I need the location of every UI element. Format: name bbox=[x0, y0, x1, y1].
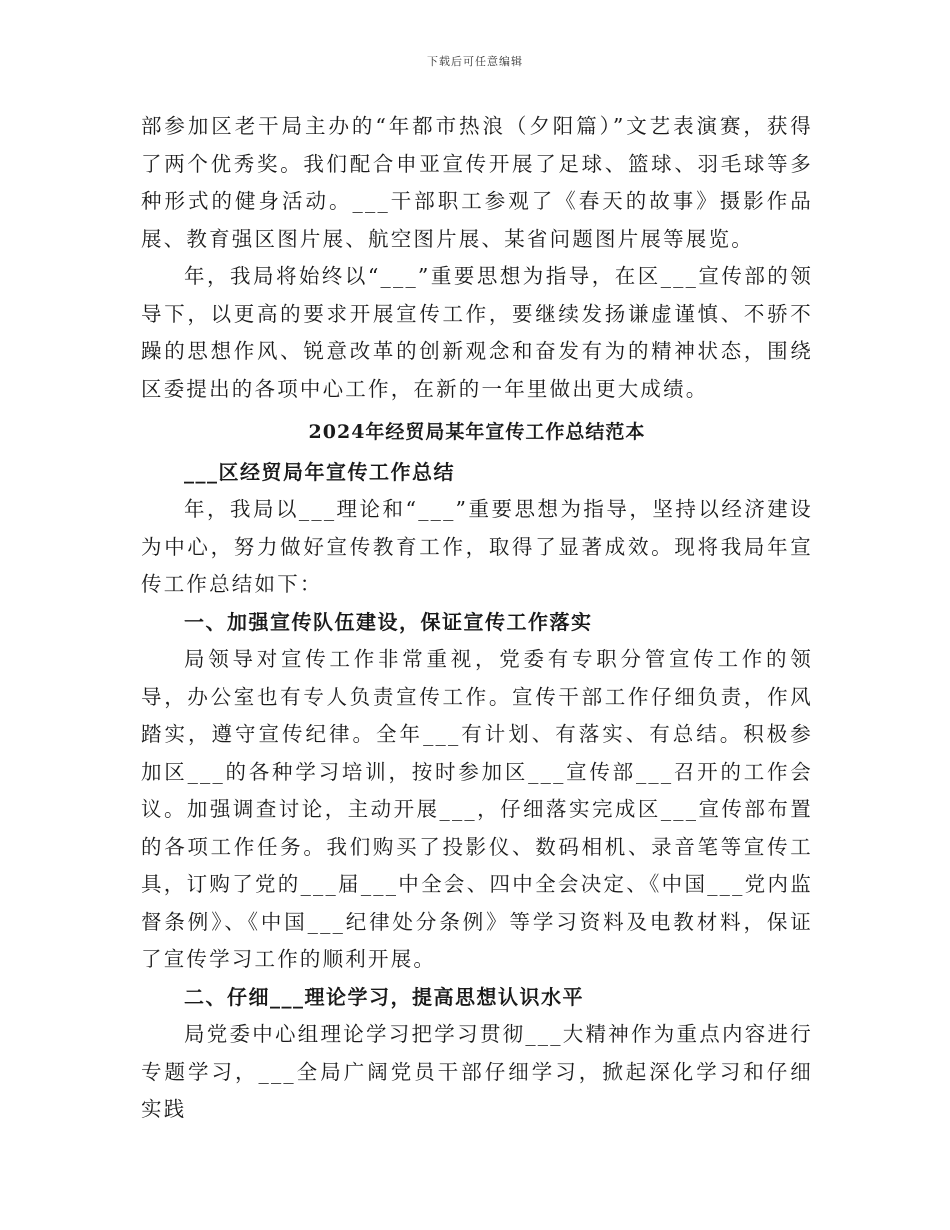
body-paragraph: 年，我局以___理论和“___”重要思想为指导，坚持以经济建设为中心，努力做好宣传教育工作，取得了显著成效。现将我局年宣传工作总结如下： bbox=[141, 497, 813, 596]
document-title: 2024年经贸局某年宣传工作总结范本 bbox=[308, 421, 646, 443]
body-paragraph: 局领导对宣传工作非常重视，党委有专职分管宣传工作的领导，办公室也有专人负责宣传工作。宣传干部工作仔细负责，作风踏实，遵守宣传纪律。全年___有计划、有落实、有总结。积极参加区___的各种学习培训，按时参加区___宣传部___召开的工作会议。加强调查讨论，主动开展___，仔细落实完成区___宣传部布置的各项工作任务。我们购买了投影仪、数码相机、录音笔等宣传工具，订购了党的___届___中全会、四中全会决定、《中国___党内监督条例》、《中国___纪律处分条例》等学习资料及电教材料，保证了宣传学习工作的顺利开展。 bbox=[141, 647, 813, 971]
section-heading: 一、加强宣传队伍建设，保证宣传工作落实 bbox=[184, 609, 593, 634]
body-paragraph: 部参加区老干局主办的“年都市热浪（夕阳篇）”文艺表演赛，获得了两个优秀奖。我们配合申亚宣传开展了足球、篮球、羽毛球等多种形式的健身活动。___干部职工参观了《春天的故事》摄影作品展、教育强区图片展、航空图片展、某省问题图片展等展览。 bbox=[141, 114, 813, 251]
body-paragraph: 年，我局将始终以“___”重要思想为指导，在区___宣传部的领导下，以更高的要求开展宣传工作，要继续发扬谦虚谨慎、不骄不躁的思想作风、锐意改革的创新观念和奋发有为的精神状态，围绕区委提出的各项中心工作，在新的一年里做出更大成绩。 bbox=[141, 264, 813, 401]
section-subtitle: ___区经贸局年宣传工作总结 bbox=[184, 459, 455, 484]
page-header-note: 下载后可任意编辑 bbox=[427, 55, 523, 68]
body-paragraph: 局党委中心组理论学习把学习贯彻___大精神作为重点内容进行专题学习，___全局广阔党员干部仔细学习，掀起深化学习和仔细实践 bbox=[141, 1022, 813, 1121]
document-body bbox=[141, 108, 813, 1129]
section-heading: 二、仔细___理论学习，提高思想认识水平 bbox=[184, 984, 584, 1009]
